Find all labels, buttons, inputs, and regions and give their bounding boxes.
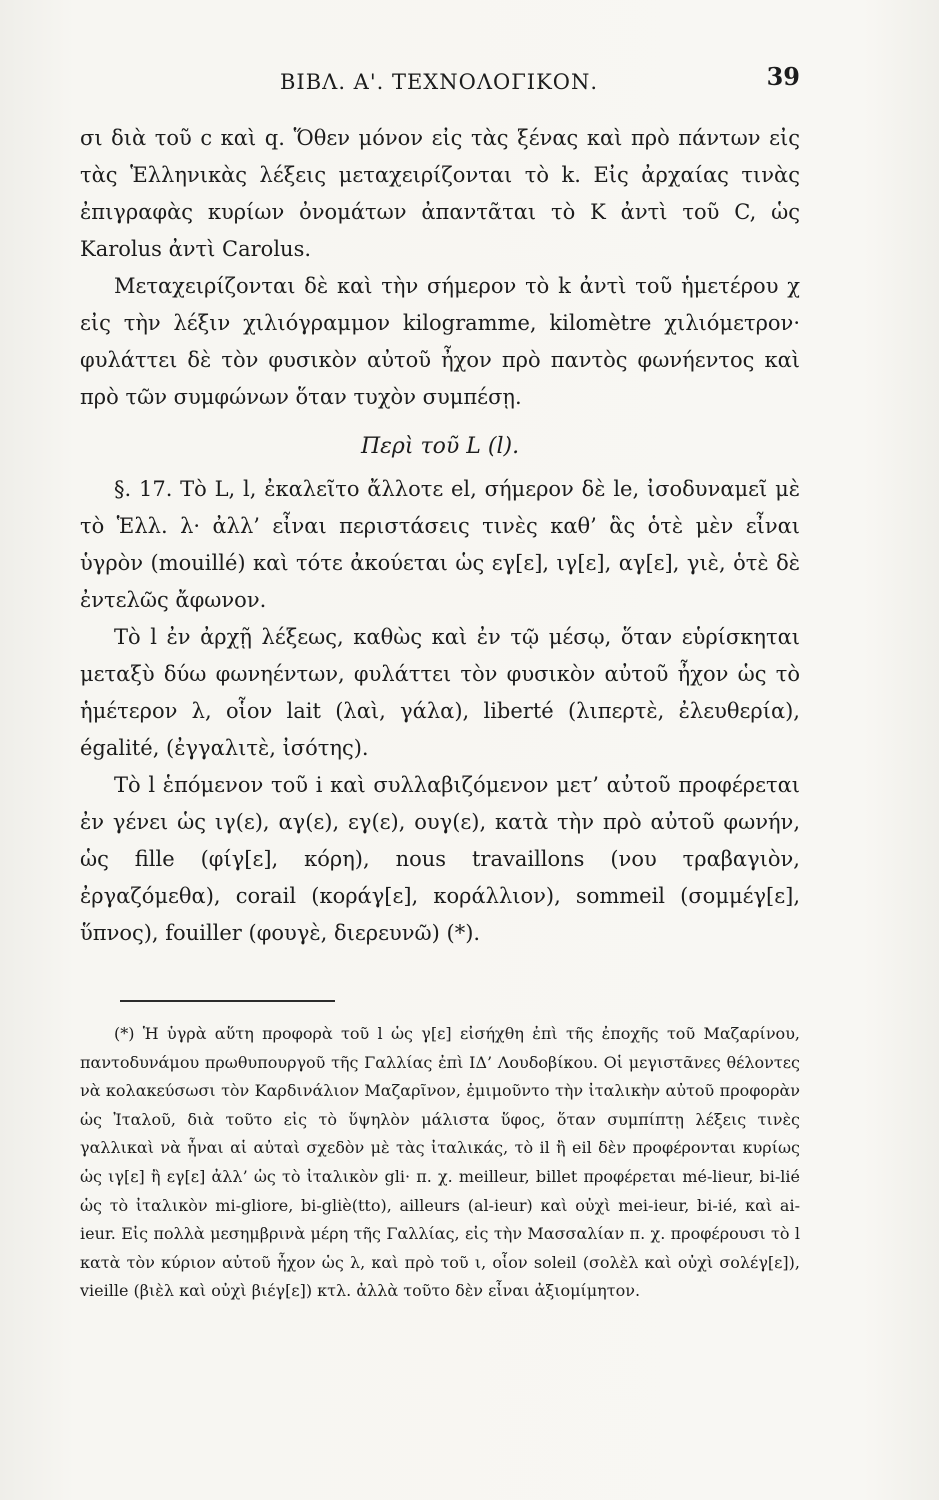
paragraph-5: Τὸ l ἑπόμενον τοῦ i καὶ συλλαβιζόμενον μετ’ αὐτοῦ προφέρεται ἐν γένει ὡς ιγ(ε), αγ(ε), εγ(ε), ουγ(ε), κατὰ τὴν πρὸ αὐτοῦ φωνήν, ὡς fille (φίγ[ε], κόρη), nous travaillons (νου τραβαγιὸν, ἐργαζόμεθα), corail (κοράγ[ε], κοράλλιον), sommeil (σομμέγ[ε], ὕπνος), fouiller (φουγὲ, διερευνῶ) (*). [80,773,800,945]
main-text [80,120,800,952]
paragraph-3: §. 17. Τὸ L, l, ἐκαλεῖτο ἄλλοτε el, σήμερον δὲ le, ἰσοδυναμεῖ μὲ τὸ Ἑλλ. λ· ἀλλ’ εἶναι περιστάσεις τινὲς καθ’ ἃς ὁτὲ μὲν εἶναι ὑγρὸν (mouillé) καὶ τότε ἀκούεται ὡς εγ[ε], ιγ[ε], αγ[ε], γιὲ, ὁτὲ δὲ ἐντελῶς ἄφωνον. [80,477,800,612]
page-header [80,62,800,102]
footnote-text: (*) Ἡ ὑγρὰ αὕτη προφορὰ τοῦ l ὡς γ[ε] εἰσήχθη ἐπὶ τῆς ἐποχῆς τοῦ Μαζαρίνου, παντοδυνάμου πρωθυπουργοῦ τῆς Γαλλίας ἐπὶ ΙΔ’ Λουδοβίκου. Οἱ μεγιστᾶνες θέλοντες νὰ κολακεύσωσι τὸν Καρδινάλιον Μαζαρῖνον, ἐμιμοῦντο τὴν ἰταλικὴν αὐτοῦ προφορὰν ὡς Ἰταλοῦ, διὰ τοῦτο εἰς τὸ ὕψηλὸν μάλιστα ὕφος, ὅταν συμπίπτῃ λέξεις τινὲς γαλλικαὶ νὰ ἦναι αἱ αὐταὶ σχεδὸν μὲ τὰς ἰταλικάς, τὸ il ἢ eil δὲν προφέρονται κυρίως ὡς ιγ[ε] ἢ εγ[ε] ἀλλ’ ὡς τὸ ἰταλικὸν gli· π. χ. meilleur, billet προφέρεται mé-lieur, bi-lié ὡς τὸ ἰταλικὸν mi-gliore, bi-gliè(tto), ailleurs (al-ieur) καὶ οὐχὶ mei-ieur, bi-ié, καὶ ai-ieur. Εἰς πολλὰ μεσημβρινὰ μέρη τῆς Γαλλίας, εἰς τὴν Μασσαλίαν π. χ. προφέρουσι τὸ l κατὰ τὸν κύριον αὐτοῦ ἦχον ὡς λ, καὶ πρὸ τοῦ ι, οἷον soleil (σολὲλ καὶ οὐχὶ σολέγ[ε]), vieille (βιὲλ καὶ οὐχὶ βιέγ[ε]) κτλ. ἀλλὰ τοῦτο δὲν εἶναι ἀξιομίμητον. [80,1024,800,1301]
page-number: 39 [766,62,800,91]
footnote [80,1020,800,1306]
paragraph-4: Τὸ l ἐν ἀρχῇ λέξεως, καθὼς καὶ ἐν τῷ μέσῳ, ὅταν εὑρίσκηται μεταξὺ δύω φωνηέντων, φυλάττει τὸν φυσικὸν αὐτοῦ ἦχον ὡς τὸ ἡμέτερον λ, οἷον lait (λαὶ, γάλα), liberté (λιπερτὲ, ἐλευθερία), égalité, (ἐγγαλιτὲ, ἰσότης). [80,625,800,760]
footnote-divider [120,1000,335,1002]
paragraph-1: σι διὰ τοῦ c καὶ q. Ὅθεν μόνον εἰς τὰς ξένας καὶ πρὸ πάντων εἰς τὰς Ἑλληνικὰς λέξεις μεταχειρίζονται τὸ k. Εἰς ἀρχαίας τινὰς ἐπιγραφὰς κυρίων ὀνομάτων ἀπαντᾶται τὸ K ἀντὶ τοῦ C, ὡς Karolus ἀντὶ Carolus. [80,126,800,261]
section-heading: Περὶ τοῦ L (l). [360,434,520,459]
running-title: ΒΙΒΛ. Α'. ΤΕΧΝΟΛΟΓΙΚΟΝ. [280,70,599,94]
paragraph-2: Μεταχειρίζονται δὲ καὶ τὴν σήμερον τὸ k ἀντὶ τοῦ ἡμετέρου χ εἰς τὴν λέξιν χιλιόγραμμον kilogramme, kilomètre χιλιόμετρον· φυλάττει δὲ τὸν φυσικὸν αὐτοῦ ἦχον πρὸ παντὸς φωνήεντος καὶ πρὸ τῶν συμφώνων ὅταν τυχὸν συμπέσῃ. [80,274,800,409]
